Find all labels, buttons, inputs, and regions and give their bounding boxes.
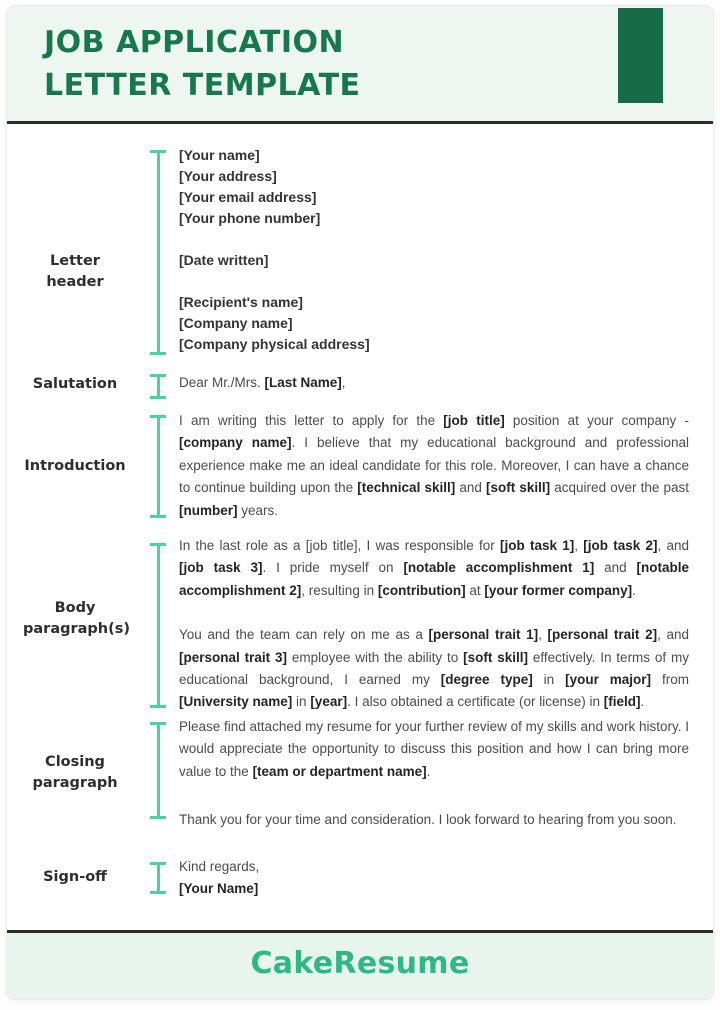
text-segment: , resulting in bbox=[301, 582, 378, 598]
placeholder-field: [job title] bbox=[443, 413, 505, 428]
bracket-icon bbox=[150, 415, 166, 518]
placeholder-field: [degree type] bbox=[440, 672, 533, 688]
page-title bbox=[44, 21, 361, 107]
paragraph bbox=[179, 535, 689, 602]
title-line-1: JOB APPLICATION bbox=[44, 25, 345, 60]
placeholder-field: [Recipient's name] bbox=[179, 294, 303, 310]
text-segment: In the last role as a [job title], I was responsible for bbox=[179, 538, 500, 553]
placeholder-field: [your former company] bbox=[484, 582, 633, 598]
text-segment: employee with the ability to bbox=[286, 649, 464, 665]
section-label-text: Closing paragraph bbox=[32, 754, 118, 791]
placeholder-field: [Your name] bbox=[179, 147, 260, 163]
placeholder-field: [notable accomplishment 1] bbox=[403, 560, 595, 576]
section-label bbox=[0, 598, 150, 640]
paragraph bbox=[179, 292, 689, 355]
section-label-text: Salutation bbox=[32, 376, 118, 392]
section-label bbox=[0, 867, 150, 888]
bracket-icon bbox=[150, 150, 166, 355]
placeholder-field: [Company name] bbox=[179, 315, 293, 331]
text-segment: . I pride myself on bbox=[262, 560, 404, 576]
placeholder-field: [field] bbox=[603, 694, 641, 710]
text-segment: Please find attached my resume for your further review of my skills and work history. I would appreciate the opportunity to discuss this position and how I can bring more value to the bbox=[179, 719, 689, 779]
accent-rectangle bbox=[618, 8, 663, 103]
placeholder-field: [Your address] bbox=[179, 168, 277, 184]
text-segment: , bbox=[538, 627, 548, 643]
bracket-icon bbox=[150, 374, 166, 399]
placeholder-field: [job task 1] bbox=[500, 538, 575, 553]
placeholder-field: [Your email address] bbox=[179, 189, 317, 205]
placeholder-field: [job task 3] bbox=[179, 560, 263, 576]
text-segment: , bbox=[574, 538, 584, 553]
text-segment: Thank you for your time and consideration. I look forward to hearing from you soon. bbox=[179, 812, 677, 828]
placeholder-field: [year] bbox=[310, 694, 348, 710]
text-segment: . bbox=[426, 763, 431, 779]
placeholder-field: [personal trait 3] bbox=[179, 649, 287, 665]
paragraph bbox=[179, 716, 689, 783]
section-content bbox=[179, 856, 689, 900]
section-content bbox=[179, 535, 689, 714]
placeholder-field: [soft skill] bbox=[486, 480, 551, 496]
text-segment: and bbox=[455, 480, 487, 496]
text-segment: . bbox=[640, 694, 645, 710]
text-segment: . I also obtained a certificate (or license) in bbox=[347, 694, 604, 710]
placeholder-field: [Your Name] bbox=[179, 881, 259, 896]
section-label-text: Introduction bbox=[24, 458, 126, 474]
text-segment: . I believe that my educational background and professional experience make me an ideal candidate for this role. Moreover, I can have a chance to continue building upon the bbox=[179, 435, 689, 496]
paragraph bbox=[179, 809, 689, 831]
title-line-2: LETTER TEMPLATE bbox=[44, 68, 361, 103]
placeholder-field: [University name] bbox=[179, 694, 293, 710]
placeholder-field: [contribution] bbox=[377, 582, 466, 598]
text-segment: in bbox=[532, 672, 566, 688]
text-segment: Dear Mr./Mrs. bbox=[179, 375, 265, 390]
text-segment: You and the team can rely on me as a bbox=[179, 627, 429, 643]
bracket-icon bbox=[150, 543, 166, 708]
bracket-icon bbox=[150, 862, 166, 894]
paragraph bbox=[179, 624, 689, 714]
text-segment: in bbox=[292, 694, 311, 710]
text-segment: I am writing this letter to apply for the bbox=[179, 413, 444, 428]
text-segment: years. bbox=[237, 502, 279, 518]
section-label-text: Body paragraph(s) bbox=[23, 600, 131, 637]
placeholder-field: [personal trait 1] bbox=[428, 627, 539, 643]
text-segment: from bbox=[651, 672, 689, 688]
paragraph bbox=[179, 410, 689, 522]
text-segment: acquired over the past bbox=[550, 480, 690, 496]
section-label bbox=[0, 374, 150, 395]
placeholder-field: [Date written] bbox=[179, 252, 269, 268]
paragraph bbox=[179, 856, 689, 900]
placeholder-field: [your major] bbox=[565, 672, 652, 688]
placeholder-field: [number] bbox=[179, 502, 238, 518]
placeholder-field: [team or department name] bbox=[252, 763, 427, 779]
placeholder-field: [notable accomplishment 2] bbox=[179, 560, 689, 598]
section-label-text: Sign-off bbox=[43, 869, 107, 885]
text-segment: , bbox=[341, 375, 346, 390]
bracket-icon bbox=[150, 722, 166, 819]
section-content bbox=[179, 410, 689, 522]
paragraph bbox=[179, 250, 689, 271]
placeholder-field: [soft skill] bbox=[463, 649, 528, 665]
paragraph bbox=[179, 145, 689, 229]
section-content bbox=[179, 145, 689, 376]
section-label bbox=[0, 456, 150, 477]
text-segment: , and bbox=[657, 538, 690, 553]
text-segment: effectively. In terms of my educational background, I earned my bbox=[179, 649, 689, 688]
paragraph bbox=[179, 372, 689, 394]
placeholder-field: [company name] bbox=[179, 435, 292, 451]
section-label bbox=[0, 752, 150, 794]
placeholder-field: [technical skill] bbox=[357, 480, 456, 496]
placeholder-field: [Company physical address] bbox=[179, 336, 370, 352]
text-segment: position at your company - bbox=[504, 413, 689, 428]
text-segment: . bbox=[632, 582, 636, 598]
text-segment: Kind regards, bbox=[179, 859, 260, 874]
header-divider bbox=[7, 121, 713, 124]
section-label-text: Letter header bbox=[46, 253, 104, 290]
text-segment: , and bbox=[657, 627, 689, 643]
section-label bbox=[0, 251, 150, 293]
placeholder-field: [Last Name] bbox=[264, 375, 342, 390]
section-content bbox=[179, 372, 689, 394]
text-segment: at bbox=[465, 582, 485, 598]
text-segment: and bbox=[594, 560, 637, 576]
section-content bbox=[179, 716, 689, 858]
placeholder-field: [Your phone number] bbox=[179, 210, 321, 226]
placeholder-field: [job task 2] bbox=[583, 538, 658, 553]
cakeresume-logo: CakeResume bbox=[250, 946, 470, 981]
placeholder-field: [personal trait 2] bbox=[547, 627, 658, 643]
